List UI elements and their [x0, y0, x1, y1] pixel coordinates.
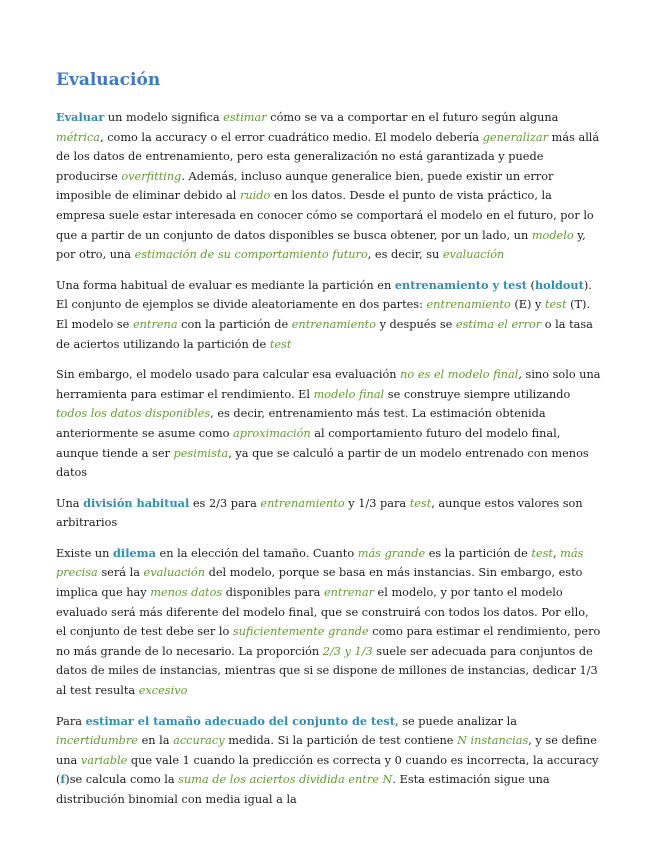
emphasis-term: estimar [223, 111, 267, 124]
text-run: Sin embargo, el modelo usado para calcular esa evaluación [56, 368, 401, 382]
text-run: al comportamiento futuro del modelo final, aunque tiende a ser [56, 426, 561, 460]
key-term: entrenamiento y test [394, 277, 527, 292]
text-run: es 2/3 para [189, 496, 261, 510]
text-run: como para estimar el rendimiento, pero no más grande de lo necesario. La proporción [56, 625, 601, 658]
text-run: el modelo, y por tanto el modelo evaluado será más diferente del modelo final, que se construirá con todos los datos. Por ello, el conjunto de test debe ser lo [56, 586, 589, 639]
emphasis-term: evaluación [143, 566, 205, 580]
text-run: disponibles para [222, 586, 324, 600]
text-run: . Esta estimación sigue una distribución binomial con media igual a la [56, 773, 550, 806]
paragraph-5 [56, 544, 601, 701]
paragraph-2 [56, 276, 601, 354]
text-run: , ya que se calculó a partir de un modelo entrenado con menos datos [56, 446, 589, 480]
paragraph-4 [56, 494, 601, 533]
emphasis-term: test [531, 546, 553, 560]
text-run: , como la accuracy o el error cuadrático medio. El modelo debería [100, 130, 483, 144]
text-run: , es decir, entrenamiento más test. La estimación obtenida anteriormente se asume como [56, 407, 546, 440]
emphasis-term: test [269, 337, 292, 351]
text-run: Una forma habitual de evaluar es mediante la partición en [56, 278, 395, 292]
emphasis-term: test [544, 298, 567, 312]
emphasis-term: suma de los aciertos dividida entre N [178, 773, 393, 787]
emphasis-term: todos los datos disponibles [56, 407, 211, 421]
text-run: , y se define una [56, 734, 597, 767]
emphasis-term: modelo final [313, 387, 385, 401]
emphasis-term: más grande [357, 546, 426, 560]
text-run: es la partición de [425, 546, 532, 560]
text-run: se construye siempre utilizando [384, 387, 571, 401]
key-term: dilema [113, 545, 156, 560]
text-run: ( [526, 278, 535, 292]
text-run: Para [56, 714, 86, 728]
text-run: (T). El modelo se [56, 298, 591, 331]
text-run: con la partición de [177, 317, 292, 331]
emphasis-term: estimación de su comportamiento futuro [134, 248, 368, 262]
text-run: Una [56, 496, 84, 510]
text-run: ). El conjunto de ejemplos se divide aleatoriamente en dos partes: [56, 278, 592, 312]
emphasis-term: evaluación [442, 248, 505, 262]
emphasis-term: overfitting [121, 169, 182, 183]
section-title: Evaluación [56, 70, 161, 90]
key-term: Evaluar [56, 110, 105, 124]
text-run: medida. Si la partición de test contiene [224, 734, 458, 748]
emphasis-term: variable [80, 753, 128, 767]
text-run: suele ser adecuada para conjuntos de datos de miles de instancias, mientras que si se dispone de millones de instancias, dedicar 1/3 al test resulta [56, 644, 598, 698]
emphasis-term: ruido [239, 189, 271, 203]
emphasis-term: métrica [56, 130, 101, 144]
emphasis-term: modelo [531, 228, 574, 242]
emphasis-term: suficientemente grande [232, 625, 369, 639]
text-run: . Además, incluso aunque generalice bien, puede existir un error imposible de eliminar debido al [56, 169, 554, 203]
text-run: , sino solo una herramienta para estimar el rendimiento. El [56, 368, 601, 401]
emphasis-term: entrenamiento [260, 496, 345, 510]
emphasis-term: 2/3 y 1/3 [322, 644, 373, 658]
text-run: , se puede analizar la [395, 714, 517, 728]
key-term: holdout [534, 277, 584, 292]
text-run: o la tasa de aciertos utilizando la partición de [56, 317, 593, 351]
text-run: del modelo, porque se basa en más instancias. Sin embargo, esto implica que hay [56, 566, 583, 600]
emphasis-term: entrenamiento [426, 298, 511, 312]
text-run: que vale 1 cuando la predicción es correcta y 0 cuando es incorrecta, la accuracy ( [56, 753, 599, 787]
text-run: más allá de los datos de entrenamiento, pero esta generalización no está garantizada y puede producirse [56, 130, 600, 183]
document-body [56, 108, 601, 810]
emphasis-term: aproximación [233, 426, 311, 440]
text-run: en la [138, 734, 174, 748]
emphasis-term: menos datos [150, 586, 223, 600]
text-run: (E) y [510, 298, 545, 312]
emphasis-term: pesimista [173, 446, 229, 460]
text-run: , aunque estos valores son arbitrarios [56, 496, 583, 530]
key-term: estimar el tamaño adecuado del conjunto de test [85, 713, 396, 728]
text-run: en la elección del tamaño. Cuanto [155, 546, 358, 560]
text-run: y 1/3 para [344, 496, 410, 510]
emphasis-term: incertidumbre [56, 734, 138, 748]
text-run: , es decir, su [367, 248, 443, 262]
text-run: y después se [375, 317, 456, 331]
emphasis-term: entrenamiento [291, 317, 376, 331]
key-term: f [60, 772, 66, 787]
text-run: será la [97, 566, 144, 580]
emphasis-term: test [409, 496, 432, 510]
text-run: Existe un [56, 546, 113, 560]
emphasis-term: entrenar [323, 586, 374, 600]
emphasis-term: N instancias [457, 734, 529, 748]
text-run: , [552, 546, 561, 560]
emphasis-term: generalizar [482, 130, 549, 144]
paragraph-1 [56, 108, 601, 265]
text-run: )se calcula como la [65, 773, 179, 787]
paragraph-3 [56, 365, 601, 483]
text-run: cómo se va a comportar en el futuro según alguna [266, 111, 559, 124]
paragraph-6 [56, 712, 601, 810]
key-term: división habitual [83, 495, 190, 510]
emphasis-term: entrena [132, 317, 178, 331]
emphasis-term: accuracy [173, 734, 225, 748]
emphasis-term: excesivo [138, 684, 188, 698]
emphasis-term: no es el modelo final [400, 368, 519, 382]
emphasis-term: estima el error [455, 317, 542, 331]
emphasis-term: más precisa [56, 546, 584, 580]
text-run: y, por otro, una [56, 228, 586, 262]
text-run: un modelo significa [104, 111, 224, 124]
text-run: en los datos. Desde el punto de vista práctico, la empresa suele estar interesada en conocer cómo se comportará el modelo en el futuro, por lo que a partir de un conjunto de datos disponibles se busca obtener, por un lado, un [56, 189, 594, 242]
